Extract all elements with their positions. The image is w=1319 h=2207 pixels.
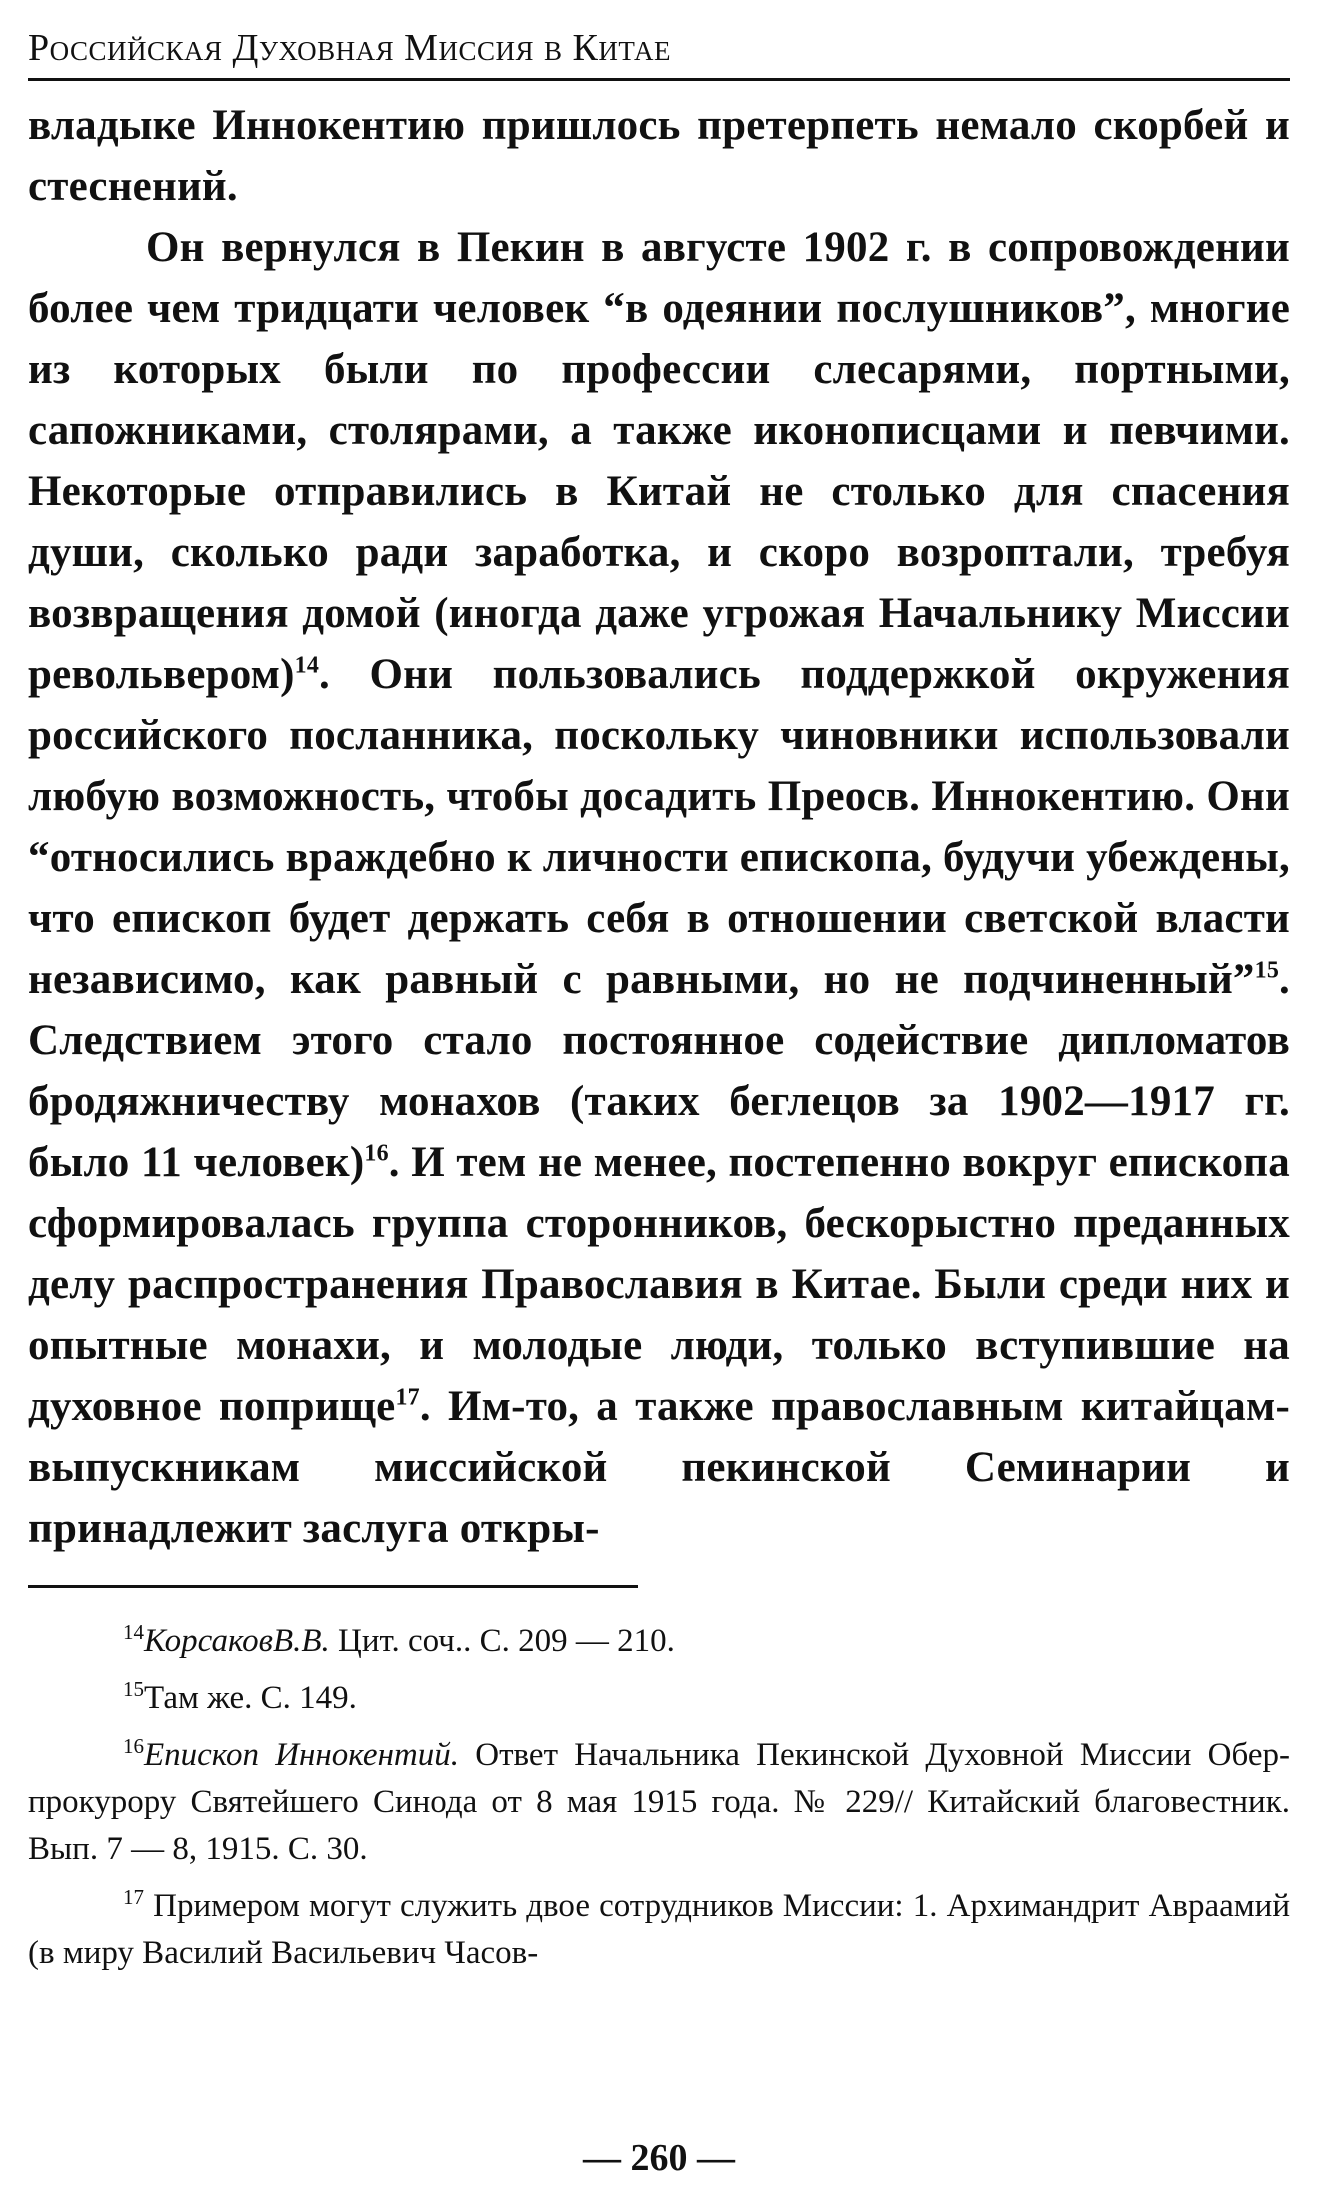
footnote-mark: 17 [123, 1885, 144, 1909]
footnote-ref-14[interactable]: 14 [294, 652, 320, 679]
paragraph-2-part-3: . Следствием этого стало постоянное содействие дипломатов бродяжничеству монахов (таких беглецов за 1902—1917 гг. было 11 человек) [28, 956, 1290, 1186]
footnote-16 [28, 1732, 1290, 1873]
footnote-author: КорсаковВ.В. [144, 1623, 330, 1659]
paragraph-2-part-4: . И тем не менее, постепенно вокруг епископа сформировалась группа сторонников, бескорыстно преданных делу распространения Православия в Китае. Были среди них и опытные монахи, и молодые люди, только вступившие на духовное поприще [28, 1139, 1290, 1430]
paragraph-2-part-1: Он вернулся в Пекин в августе 1902 г. в сопровождении более чем тридцати человек “в одеянии послушников”, многие из которых были по профессии слесарями, портными, сапожниками, столярами, а также иконописцами и певчими. Некоторые отправились в Китай не столько для спасения души, сколько ради заработка, и скоро возроптали, требуя возвращения домой (иногда даже угрожая Начальнику Миссии револьвером) [28, 224, 1290, 698]
footnotes [28, 1618, 1290, 1977]
footnote-divider [28, 1585, 638, 1588]
footnote-author: Епископ Иннокентий. [144, 1737, 460, 1773]
paragraph-1: владыке Иннокентию пришлось претерпеть немало скорбей и стеснений. [28, 102, 1290, 210]
footnote-text: Примером могут служить двое сотрудников Миссии: 1. Архимандрит Авраамий (в миру Василий Васильевич Часов- [28, 1888, 1290, 1971]
footnote-14 [28, 1618, 1290, 1665]
footnote-15 [28, 1675, 1290, 1722]
footnote-mark: 15 [123, 1677, 144, 1701]
footnote-ref-17[interactable]: 17 [395, 1384, 420, 1411]
footnote-ref-16[interactable]: 16 [364, 1140, 389, 1167]
footnote-mark: 16 [123, 1734, 144, 1758]
book-page [28, 18, 1290, 2179]
page-number: — 260 — [583, 2137, 735, 2179]
paragraph-2-part-5: . Им-то, а также православным китайцам-выпускникам миссийской пекинской Семинарии и принадлежит заслуга откры- [28, 1383, 1290, 1552]
running-head: Российская Духовная Миссия в Китае [28, 18, 1290, 81]
paragraph-2 [28, 217, 1290, 1559]
footnote-17 [28, 1883, 1290, 1977]
footnote-ref-15[interactable]: 15 [1254, 957, 1280, 984]
main-text [28, 95, 1290, 1559]
footnote-text: Цит. соч.. С. 209 — 210. [329, 1623, 675, 1659]
paragraph-2-part-2: . Они пользовались поддержкой окружения российского посланника, поскольку чиновники использовали любую возможность, чтобы досадить Преосв. Иннокентию. Они “относились враждебно к личности епископа, будучи убеждены, что епископ будет держать себя в отношении светской власти независимо, как равный с равными, но не подчиненный” [28, 651, 1290, 1003]
footnote-mark: 14 [123, 1620, 144, 1644]
footnote-text: Ответ Начальника Пекинской Духовной Миссии Обер-прокурору Святейшего Синода от 8 мая 1915 года. № 229// Китайский благовестник. Вып. 7 — 8, 1915. С. 30. [28, 1737, 1290, 1867]
footnote-text: Там же. С. 149. [144, 1680, 357, 1716]
